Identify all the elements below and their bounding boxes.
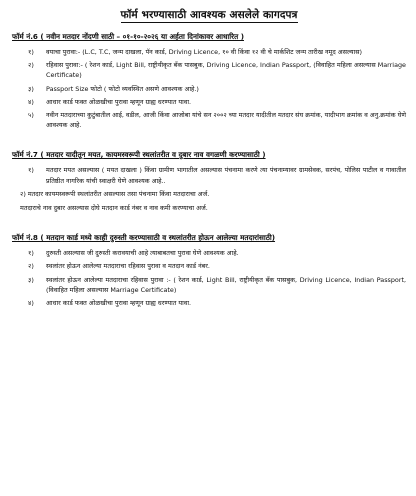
page-title <box>12 8 406 22</box>
list-item <box>12 248 406 258</box>
section-form-7 <box>12 150 406 213</box>
section-form-6 <box>12 32 406 130</box>
item-number: ४) <box>28 299 34 308</box>
section-form-8 <box>12 233 406 308</box>
list-item: मतदाराचे नाव दुबार असल्यास दोघे मतदान कार्ड नंबर व नाव कमी करण्याचा अर्ज. <box>20 204 208 213</box>
item-number: ५) <box>28 111 34 120</box>
item-number: ३) <box>28 275 34 284</box>
item-text: वयाचा पुरावा:- (L.C, T.C, जन्म दाखला, पॅन कार्ड, Driving Licence, १० वी किंवा १२ वी चे मार्कशिट जन्म तारीख नमूद असल्यास) <box>46 48 363 56</box>
item-text: रहिवास पुरावा:- ( रेशन कार्ड, Light Bill, राष्ट्रीयीकृत बँक पासबुक, Driving Licence, Indian Passport, (विवाहित महिला असल्यास Marriage Certificate) <box>46 61 406 80</box>
item-text: स्थलांतर होऊन आलेल्या मतदाराचा रहिवास पुरावा :- ( रेशन कार्ड, Light Bill, राष्ट्रीयीकृत बँक पासबुक, Driving Licence, Indian Passport, (विवाहित महिला असल्यास Marriage Certificate) <box>46 275 406 294</box>
list-item <box>12 165 406 185</box>
list-item <box>12 110 406 130</box>
list-item <box>12 298 406 308</box>
list-item <box>12 275 406 295</box>
item-number: १) <box>28 48 34 56</box>
section-heading-form-8: फॉर्म नं.8 ( मतदान कार्ड मध्ये काही दुरुस्ती करण्यासाठी व स्थलांतरीत होऊन आलेल्या मतदारांसाठी) <box>12 233 276 243</box>
list-item <box>12 84 406 94</box>
list-item <box>12 261 406 271</box>
page-title-text: फॉर्म भरण्यासाठी आवश्यक असलेले कागदपत्र <box>120 9 298 21</box>
list-item <box>12 97 406 107</box>
section-heading-form-6: फॉर्म नं.6 ( नवीन मतदार नोंदणी साठी – ०१-१०-२०२६ या अर्हता दिनांकावर आधारित ) <box>12 32 244 41</box>
item-number: ३) <box>28 84 34 93</box>
item-text: दुरुस्ती असल्यास जी दुरुस्ती करावयाची आहे त्याबाबतचा पुरावा घेणे आवश्यक आहे. <box>46 249 239 258</box>
item-text: नवीन मतदाराच्या कुटुंबातील आई, वडील, आजी किंवा आजोबा यांचे सन २००२ च्या मतदार यादीतील मतदार संघ क्रमांक, यादीभाग क्रमांक व अनु.क्रमांक घेणे आवश्यक आहे. <box>46 111 406 130</box>
item-number: १) <box>28 249 34 258</box>
section-heading-form-7: फॉर्म नं.7 ( मतदार यादीतून मयत, कायमस्वरूपी स्थलांतरीत व दुबार नाव वगळणी करण्यासाठी ) <box>12 150 266 160</box>
item-number: २) <box>28 61 34 70</box>
item-text: स्थलांतर होऊन आलेल्या मतदाराचा रहिवास पुरावा व मतदान कार्ड नंबर. <box>46 262 210 271</box>
list-item <box>12 47 406 57</box>
item-text: Passport Size फोटो ( फोटो व्यवस्थित असणे आवश्यक आहे.) <box>46 84 199 93</box>
item-text: मतदार मयत असल्यास ( मयत दाखला ) किंवा ग्रामीण भागातील असल्यास पंचनामा करणे त्या पंचनाम्यावर ग्रामसेवक, सरपंच, पोलिस पाटील व गावातील प्रतिष्ठीत नागरिक यांची स्वाक्षरी घेणे आवश्यक आहे.. <box>46 166 406 185</box>
item-number: ४) <box>28 97 34 106</box>
item-number: १) <box>28 166 34 175</box>
item-number: २) <box>28 262 34 271</box>
list-item: २) मतदार कायमस्वरूपी स्थलांतरीत असल्यास तसा पंचनामा किंवा मतदाराचा अर्ज. <box>20 189 210 198</box>
item-text: आधार कार्ड फक्त ओळखीचा पुरावा म्हणून ग्राह्य धरण्यात यावा. <box>46 299 192 308</box>
item-text: आधार कार्ड फक्त ओळखीचा पुरावा म्हणून ग्राह्य धरण्यात यावा. <box>46 97 192 106</box>
list-item <box>12 60 406 80</box>
